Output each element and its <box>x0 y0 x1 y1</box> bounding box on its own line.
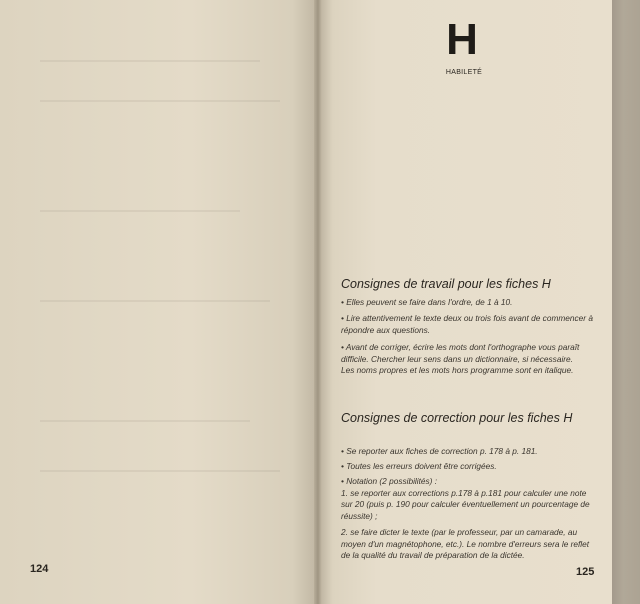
text-line: • Notation (2 possibilités) : <box>341 476 438 486</box>
text-line: moyen d'un magnétophone, etc.). Le nombre d'erreurs sera le reflet <box>341 538 590 549</box>
text-line: 1. se reporter aux corrections p.178 à p.181 pour calculer une note <box>341 487 587 498</box>
page-number-right: 125 <box>576 566 595 578</box>
text-line: • Elles peuvent se faire dans l'ordre, de 1 à 10. <box>341 297 513 307</box>
chapter-label: HABILETÉ <box>445 69 483 76</box>
text-line: 2. se faire dicter le texte (par le professeur, par un camarade, au <box>341 527 578 537</box>
text-line: de la qualité du travail de préparation de la dictée. <box>341 550 525 561</box>
text-line: Les noms propres et les mots hors programme sont en italique. <box>341 365 574 376</box>
page-number-left: 124 <box>30 563 49 575</box>
page-edge-shadow <box>612 0 640 604</box>
correction-instruction-3 <box>341 476 603 522</box>
text-line: • Se reporter aux fiches de correction p. 178 à p. 181. <box>341 446 538 456</box>
correction-instruction-4 <box>341 527 603 562</box>
text-line: • Toutes les erreurs doivent être corrigées. <box>341 461 497 471</box>
correction-instruction-2 <box>341 461 603 473</box>
text-line: sur 20 (puis p. 190 pour calculer éventuellement un pourcentage de <box>341 499 590 510</box>
correction-instructions-heading: Consignes de correction pour les fiches H <box>341 411 573 425</box>
text-line: réussite) ; <box>341 510 378 521</box>
work-instruction-3 <box>341 342 603 377</box>
work-instruction-2 <box>341 313 603 336</box>
work-instructions-heading: Consignes de travail pour les fiches H <box>341 277 551 291</box>
left-page <box>0 0 318 604</box>
text-line: • Avant de corriger, écrire les mots dont l'orthographe vous paraît <box>341 342 580 352</box>
work-instruction-1 <box>341 297 603 309</box>
correction-instruction-1 <box>341 446 603 458</box>
book-gutter <box>314 0 322 604</box>
text-line: • Lire attentivement le texte deux ou trois fois avant de commencer à <box>341 313 593 323</box>
text-line: difficile. Chercher leur sens dans un dictionnaire, si nécessaire. <box>341 353 573 364</box>
text-line: répondre aux questions. <box>341 324 431 335</box>
chapter-letter: H <box>446 15 478 64</box>
